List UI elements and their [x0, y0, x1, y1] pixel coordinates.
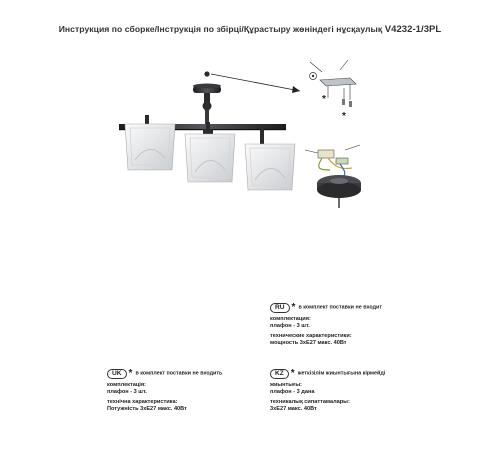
- title-text: Инструкция по сборке/Інструкція по збірці/Құрастыру жөніндегі нұсқаулық: [58, 24, 383, 34]
- ru-section: [270, 303, 382, 346]
- star-icon: *: [322, 94, 326, 105]
- kz-line: плафон - 3 дана: [270, 388, 315, 395]
- uk-line: технічна характеристика:: [107, 399, 178, 406]
- ru-badge: RU: [270, 303, 290, 313]
- canopy-diagram: [317, 175, 361, 208]
- glass-shade-right: [245, 144, 295, 190]
- ru-line: комплектация:: [270, 316, 311, 322]
- wiring-diagram: [305, 145, 360, 176]
- uk-badge: UK: [107, 369, 127, 379]
- kz-header: [270, 369, 385, 379]
- star-icon: *: [128, 367, 133, 379]
- uk-line: комплектація:: [107, 382, 146, 388]
- pointer-arrow: [211, 74, 300, 91]
- ceiling-canopy: [193, 71, 221, 124]
- ru-note: в комплект поставки не входит: [298, 304, 382, 311]
- star-icon: *: [290, 367, 295, 379]
- uk-header: [107, 369, 222, 379]
- kz-line: техникалық сипаттамалары:: [270, 399, 350, 406]
- uk-note: в комплект поставки не входить: [135, 370, 223, 377]
- ru-line: плафон - 3 шт.: [270, 322, 310, 329]
- kz-line: 3хЕ27 макс. 40Вт: [270, 405, 317, 412]
- glass-shade-center: [185, 134, 235, 182]
- kz-line: жиынтығы:: [270, 382, 303, 388]
- mounting-bracket-diagram: [310, 60, 357, 122]
- kz-section: [270, 369, 385, 412]
- ru-line: мощность 3хЕ27 макс. 40Вт: [270, 339, 347, 346]
- model-number: V4232-1/3PL: [384, 24, 442, 35]
- kz-note: жеткізілім жиынтығына кірмейді: [297, 370, 386, 377]
- ru-header: [270, 303, 382, 313]
- uk-section: [107, 369, 222, 412]
- star-icon: *: [291, 301, 296, 313]
- uk-line: Потужність 3хЕ27 макс. 40Вт: [107, 405, 187, 412]
- kz-badge: KZ: [270, 369, 289, 379]
- ru-line: технические характеристики:: [270, 333, 352, 340]
- glass-shade-left: [125, 124, 175, 170]
- arrow-head-icon: [292, 86, 300, 93]
- star-icon: *: [342, 111, 346, 122]
- uk-line: плафон - 3 шт.: [107, 388, 147, 395]
